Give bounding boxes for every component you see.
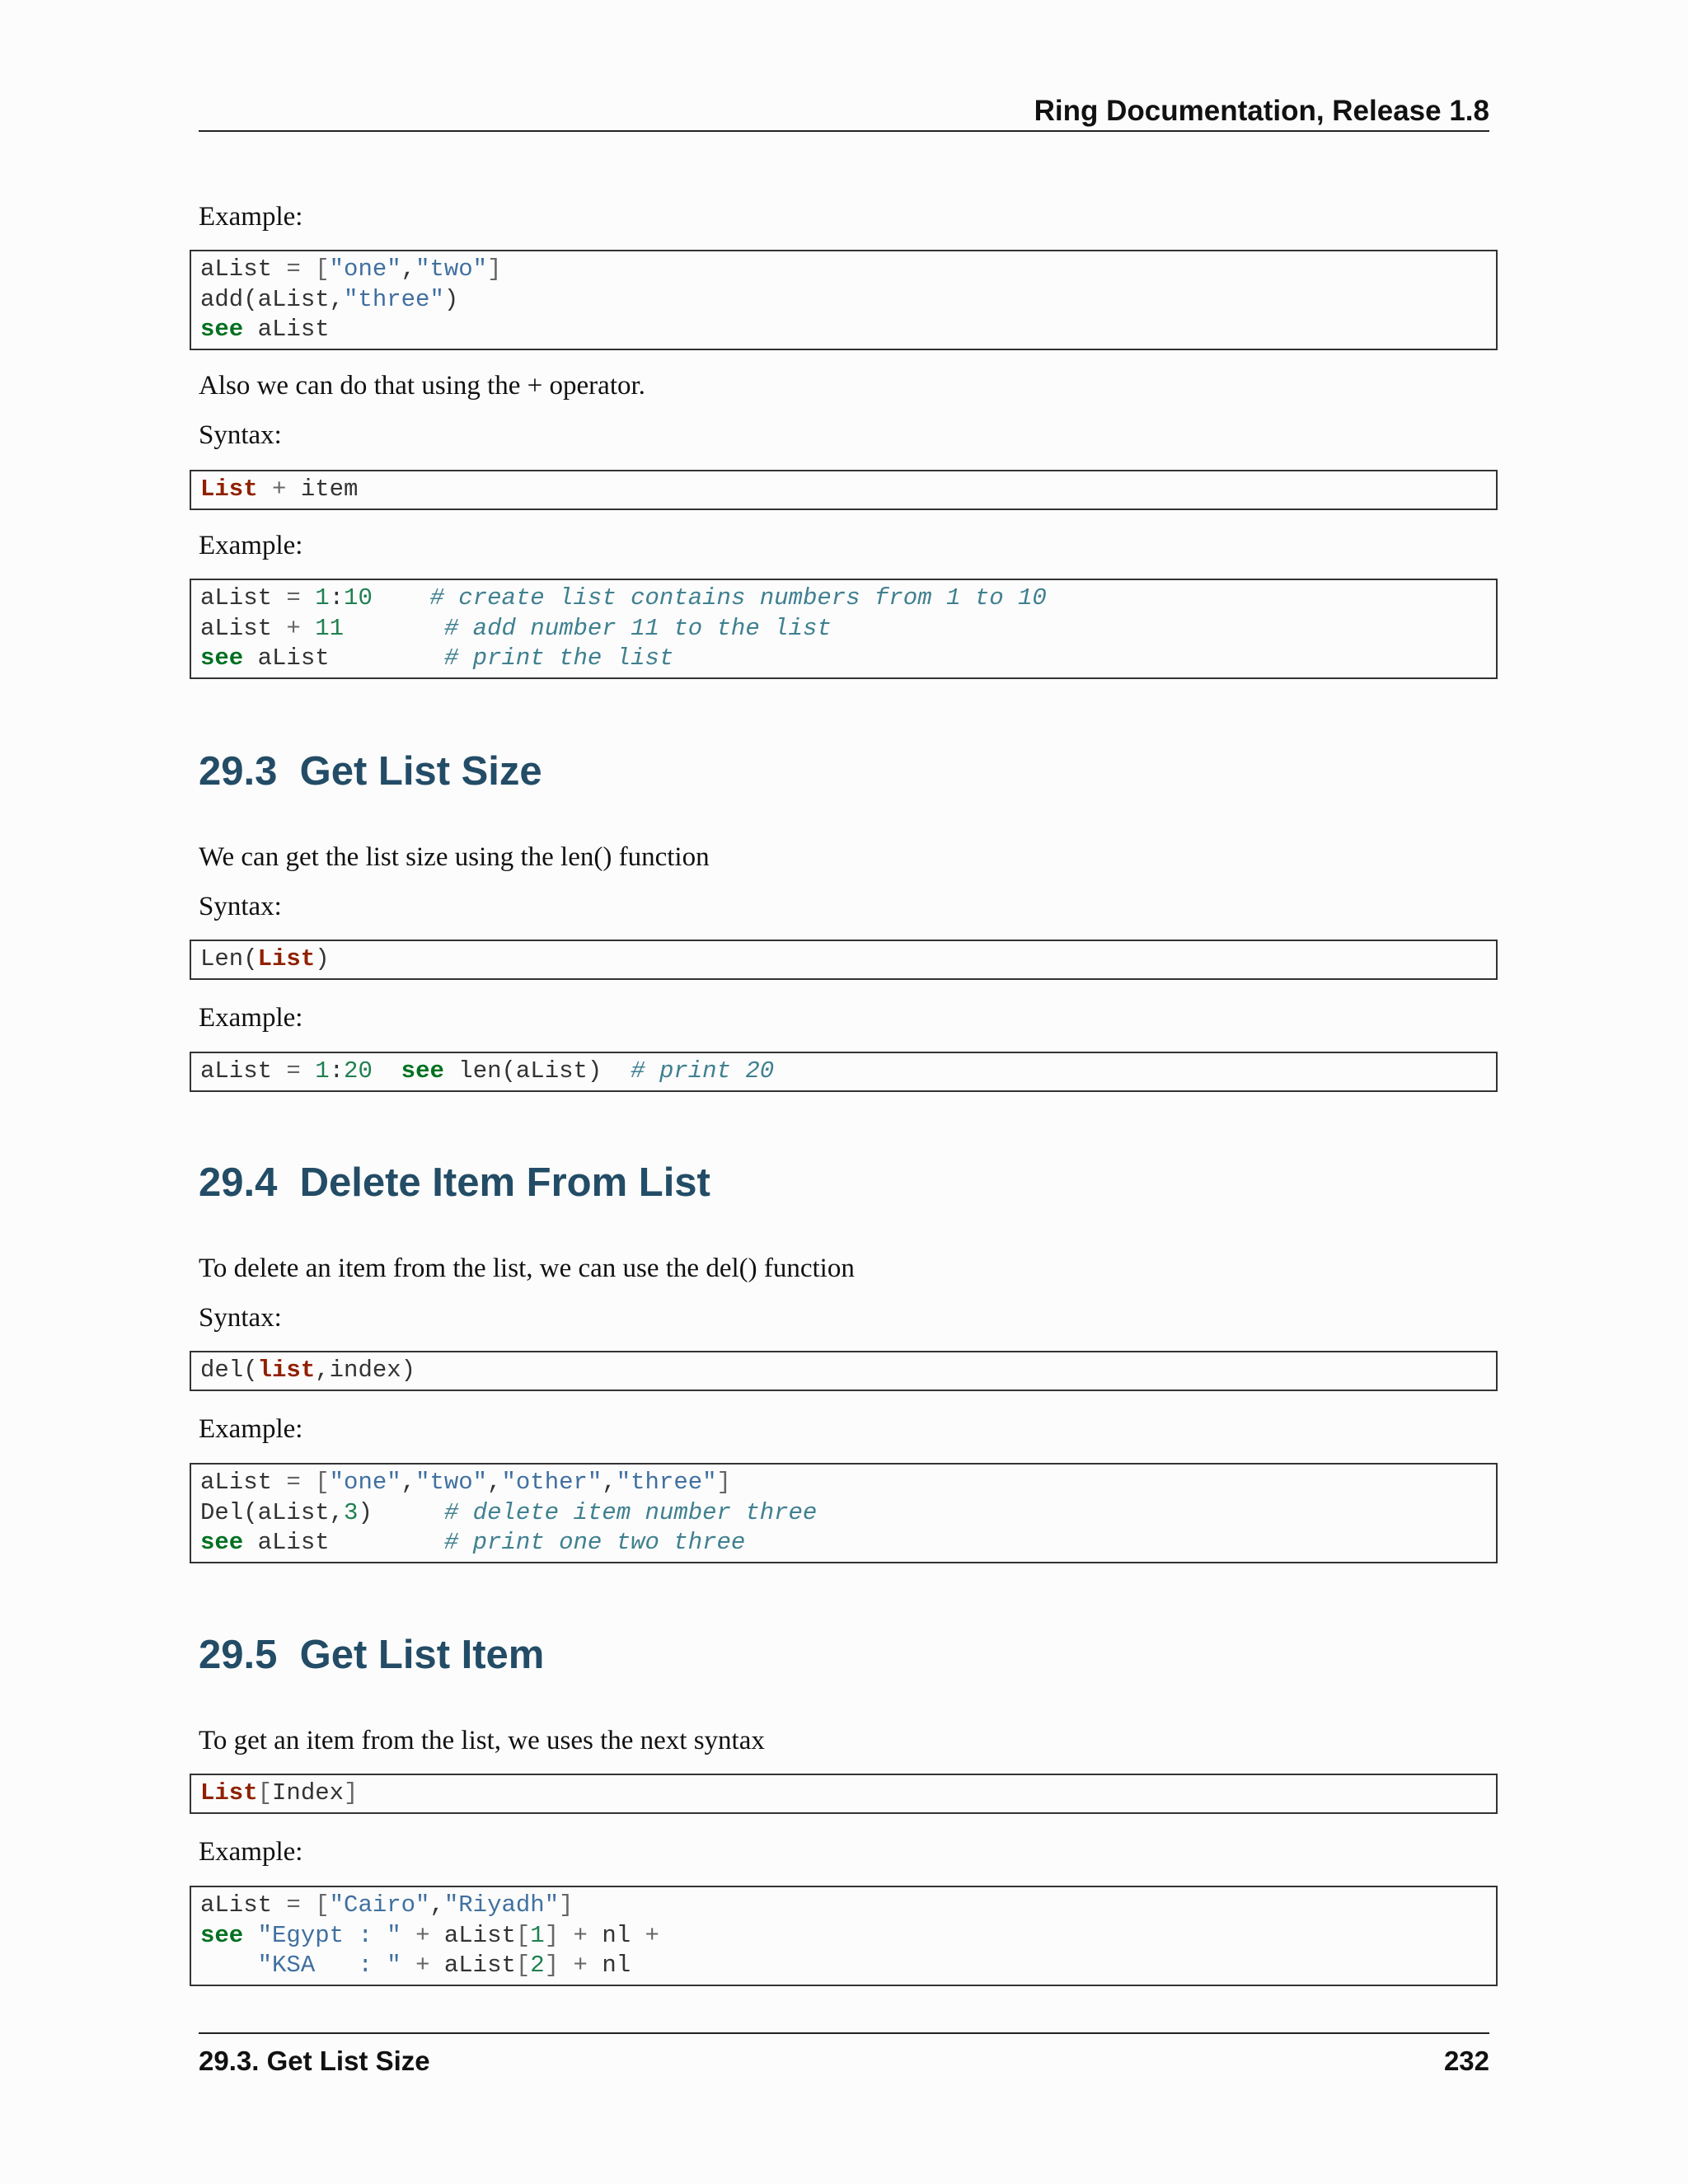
code-token: = bbox=[286, 255, 301, 283]
code-line bbox=[200, 475, 1487, 505]
code-line bbox=[200, 1891, 1487, 1921]
code-token: 10 bbox=[344, 584, 373, 612]
code-comment: # print 20 bbox=[631, 1057, 775, 1085]
code-token bbox=[301, 255, 315, 283]
code-block-len-syntax bbox=[190, 940, 1498, 980]
code-token bbox=[301, 1891, 315, 1919]
code-token: see bbox=[200, 644, 244, 672]
code-line bbox=[200, 1468, 1487, 1498]
section-heading-delete-item: 29.4 Delete Item From List bbox=[199, 1160, 710, 1205]
code-token: aList bbox=[200, 1057, 287, 1085]
code-comment: # create list contains numbers from 1 to 10 bbox=[429, 584, 1047, 612]
code-token: = bbox=[286, 1057, 301, 1085]
code-token: aList bbox=[200, 584, 287, 612]
syntax-label: Syntax: bbox=[199, 420, 282, 450]
code-token bbox=[243, 1922, 257, 1949]
code-block-del-syntax bbox=[190, 1351, 1498, 1391]
code-token: , bbox=[429, 1891, 444, 1919]
example-label: Example: bbox=[199, 1003, 303, 1033]
del-description: To delete an item from the list, we can use the del() function bbox=[199, 1254, 855, 1283]
code-block-plus-syntax bbox=[190, 470, 1498, 510]
code-token bbox=[401, 1952, 415, 1979]
code-line bbox=[200, 583, 1487, 614]
code-line bbox=[200, 285, 1487, 316]
code-token: List bbox=[257, 945, 316, 972]
code-token: Del(aList, bbox=[200, 1498, 345, 1526]
code-token: "Riyadh" bbox=[443, 1891, 560, 1919]
code-block-len-example bbox=[190, 1052, 1498, 1092]
code-token bbox=[373, 584, 430, 612]
code-token: "one" bbox=[329, 255, 401, 283]
section-heading-get-list-item: 29.5 Get List Item bbox=[199, 1633, 545, 1677]
code-comment: # add number 11 to the list bbox=[443, 614, 832, 642]
running-header bbox=[199, 92, 1489, 132]
code-token: [ bbox=[315, 1469, 330, 1496]
index-description: To get an item from the list, we uses the next syntax bbox=[199, 1726, 765, 1755]
code-line bbox=[200, 1498, 1487, 1529]
code-block-index-syntax bbox=[190, 1774, 1498, 1814]
code-token: aList bbox=[200, 255, 287, 283]
code-token: List bbox=[200, 1779, 258, 1807]
code-token: [ bbox=[515, 1952, 531, 1979]
code-token: = bbox=[286, 1469, 301, 1496]
code-token: see bbox=[200, 1921, 244, 1949]
code-token: + bbox=[415, 1921, 430, 1949]
code-line bbox=[200, 1057, 1487, 1087]
code-block-del-example bbox=[190, 1463, 1498, 1563]
code-token: + bbox=[645, 1921, 659, 1949]
code-token: + bbox=[573, 1952, 588, 1979]
code-token bbox=[373, 1057, 401, 1085]
code-token: aList bbox=[243, 1529, 444, 1556]
code-line bbox=[200, 1356, 1487, 1386]
code-token: "Cairo" bbox=[329, 1891, 430, 1919]
code-token: Index bbox=[272, 1779, 345, 1807]
code-token bbox=[301, 1469, 315, 1496]
operator-note: Also we can do that using the + operator. bbox=[199, 371, 645, 401]
code-token: ] bbox=[487, 255, 502, 283]
code-token: len(aList) bbox=[443, 1057, 631, 1085]
code-token: , bbox=[401, 255, 416, 283]
code-token: 1 bbox=[315, 1057, 330, 1085]
example-label: Example: bbox=[199, 1414, 303, 1444]
running-header-title: Ring Documentation, Release 1.8 bbox=[1034, 95, 1489, 127]
code-token: list bbox=[257, 1357, 316, 1384]
code-token bbox=[344, 615, 444, 642]
code-token: [ bbox=[315, 255, 330, 283]
code-block-plus-example bbox=[190, 579, 1498, 679]
page-footer bbox=[199, 2032, 1489, 2075]
code-line bbox=[200, 1921, 1487, 1952]
page-number: 232 bbox=[1443, 2046, 1489, 2076]
code-token bbox=[301, 584, 315, 612]
code-token: 1 bbox=[530, 1921, 545, 1949]
code-token bbox=[559, 1922, 573, 1949]
code-token: 20 bbox=[344, 1057, 373, 1085]
code-token: aList bbox=[243, 644, 444, 672]
code-token: [ bbox=[257, 1779, 273, 1807]
code-token: 1 bbox=[315, 584, 330, 612]
code-token: ] bbox=[716, 1469, 731, 1496]
code-token bbox=[200, 1952, 258, 1979]
code-token: see bbox=[200, 316, 244, 343]
code-block-index-example bbox=[190, 1886, 1498, 1986]
code-token: aList bbox=[200, 614, 287, 642]
code-token: nl bbox=[587, 1952, 631, 1979]
code-token: see bbox=[200, 1529, 244, 1556]
footer-section-title: 29.3. Get List Size bbox=[199, 2046, 430, 2076]
code-token bbox=[401, 1922, 415, 1949]
code-token: "three" bbox=[616, 1469, 717, 1496]
code-token bbox=[301, 615, 315, 642]
example-label: Example: bbox=[199, 1837, 303, 1867]
code-token: "three" bbox=[344, 285, 444, 313]
code-line bbox=[200, 614, 1487, 644]
code-token: + bbox=[415, 1952, 430, 1979]
code-token: "KSA : " bbox=[257, 1952, 401, 1979]
code-comment: # print one two three bbox=[443, 1529, 746, 1556]
section-heading-get-list-size: 29.3 Get List Size bbox=[199, 749, 542, 794]
code-line bbox=[200, 944, 1487, 975]
code-token: "other" bbox=[501, 1469, 603, 1496]
code-token: + bbox=[272, 476, 287, 503]
code-token: "one" bbox=[329, 1469, 401, 1496]
code-token: [ bbox=[315, 1891, 330, 1919]
code-token: nl bbox=[587, 1921, 645, 1949]
code-token: ] bbox=[559, 1891, 574, 1919]
code-token bbox=[258, 476, 272, 503]
example-label: Example: bbox=[199, 202, 303, 232]
code-token: = bbox=[286, 1891, 301, 1919]
code-token: ) bbox=[358, 1498, 444, 1526]
code-token: aList bbox=[243, 316, 330, 343]
code-line bbox=[200, 1951, 1487, 1981]
code-token: 11 bbox=[315, 614, 345, 642]
code-token: , bbox=[602, 1469, 617, 1496]
code-token: ] bbox=[344, 1779, 359, 1807]
code-token: aList bbox=[200, 1469, 287, 1496]
code-token: del( bbox=[200, 1357, 258, 1384]
code-token: = bbox=[286, 584, 301, 612]
code-token: ,index) bbox=[315, 1357, 416, 1384]
syntax-label: Syntax: bbox=[199, 892, 282, 921]
code-token: "two" bbox=[415, 1469, 488, 1496]
code-token: [ bbox=[515, 1921, 531, 1949]
code-token: 2 bbox=[530, 1952, 545, 1979]
code-token: ) bbox=[315, 945, 330, 972]
code-token bbox=[301, 1057, 315, 1085]
code-token: aList bbox=[429, 1952, 516, 1979]
code-token: ] bbox=[544, 1952, 560, 1979]
code-token: , bbox=[487, 1469, 502, 1496]
code-token: ) bbox=[443, 285, 459, 313]
code-token: add(aList, bbox=[200, 285, 345, 313]
code-token: , bbox=[401, 1469, 416, 1496]
code-comment: # delete item number three bbox=[443, 1498, 818, 1526]
code-token: ] bbox=[544, 1921, 560, 1949]
code-token: see bbox=[401, 1057, 444, 1085]
code-token: List bbox=[200, 476, 258, 503]
len-description: We can get the list size using the len() function bbox=[199, 842, 710, 872]
code-token: aList bbox=[429, 1921, 516, 1949]
code-token bbox=[559, 1952, 573, 1979]
code-token: : bbox=[329, 584, 345, 612]
syntax-label: Syntax: bbox=[199, 1303, 282, 1333]
code-token: + bbox=[573, 1921, 588, 1949]
code-line bbox=[200, 255, 1487, 285]
code-token: : bbox=[329, 1057, 345, 1085]
code-token: + bbox=[286, 614, 301, 642]
code-line bbox=[200, 315, 1487, 345]
code-token: Len( bbox=[200, 945, 258, 972]
code-token: aList bbox=[200, 1891, 287, 1919]
code-line bbox=[200, 1528, 1487, 1558]
code-token: item bbox=[286, 476, 359, 503]
code-line bbox=[200, 644, 1487, 674]
code-token: "Egypt : " bbox=[257, 1921, 401, 1949]
code-comment: # print the list bbox=[443, 644, 674, 672]
example-label: Example: bbox=[199, 531, 303, 560]
code-token: 3 bbox=[344, 1498, 359, 1526]
code-line bbox=[200, 1779, 1487, 1809]
code-block-add bbox=[190, 250, 1498, 350]
code-token: "two" bbox=[415, 255, 488, 283]
